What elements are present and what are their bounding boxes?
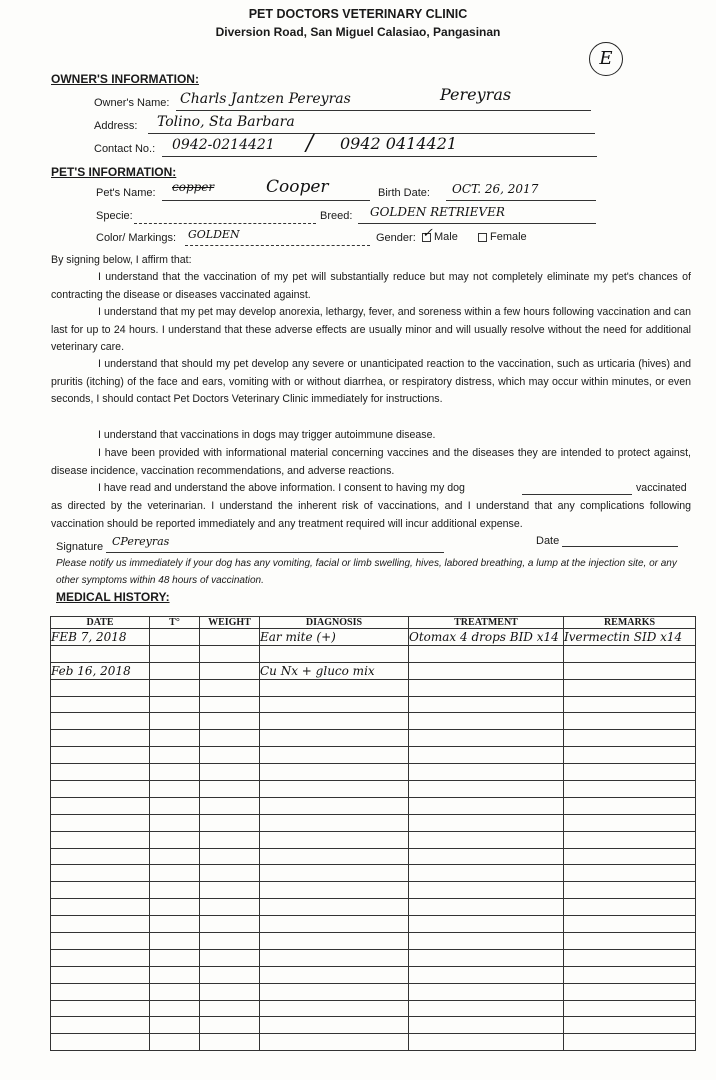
- cell-empty: [150, 882, 200, 899]
- cell-empty: [200, 916, 260, 933]
- table-row: [51, 848, 696, 865]
- cell-empty: [409, 781, 564, 798]
- cell-weight: [200, 662, 260, 679]
- cell-empty: [260, 696, 409, 713]
- column-header-weight: WEIGHT: [200, 617, 260, 629]
- cell-empty: [409, 797, 564, 814]
- table-row: [51, 831, 696, 848]
- cell-empty: [564, 1034, 696, 1051]
- cell-empty: [564, 1017, 696, 1034]
- cell-empty: [260, 831, 409, 848]
- cell-empty: [409, 865, 564, 882]
- consent-intro: By signing below, I affirm that:: [51, 254, 192, 266]
- cell-empty: [150, 848, 200, 865]
- cell-empty: [409, 764, 564, 781]
- cell-empty: [564, 983, 696, 1000]
- cell-empty: [150, 916, 200, 933]
- table-row: [51, 983, 696, 1000]
- contact-value-2: 0942 0414421: [340, 134, 458, 153]
- cell-empty: [200, 831, 260, 848]
- cell-empty: [200, 949, 260, 966]
- owner-section-heading: OWNER'S INFORMATION:: [51, 72, 199, 86]
- cell-empty: [260, 916, 409, 933]
- cell-empty: [150, 679, 200, 696]
- cell-empty: [51, 848, 150, 865]
- cell-temperature: [150, 662, 200, 679]
- cell-empty: [200, 1000, 260, 1017]
- contact-line: [162, 156, 597, 157]
- cell-empty: [409, 814, 564, 831]
- pet-name-line: [162, 200, 370, 201]
- birth-date-label: Birth Date:: [378, 187, 430, 199]
- cell-empty: [260, 797, 409, 814]
- table-row: [51, 696, 696, 713]
- cell-empty: [260, 933, 409, 950]
- date-line: [562, 546, 678, 547]
- cell-empty: [200, 899, 260, 916]
- breed-label: Breed:: [320, 210, 353, 222]
- cell-empty: [564, 882, 696, 899]
- cell-empty: [564, 713, 696, 730]
- cell-empty: [51, 781, 150, 798]
- cell-empty: [200, 679, 260, 696]
- cell-empty: [409, 831, 564, 848]
- column-header-treatment: TREATMENT: [409, 617, 564, 629]
- cell-empty: [150, 933, 200, 950]
- cell-empty: [564, 645, 696, 662]
- cell-empty: [260, 645, 409, 662]
- cell-empty: [150, 696, 200, 713]
- cell-empty: [51, 865, 150, 882]
- cell-empty: [51, 1034, 150, 1051]
- table-row: [51, 949, 696, 966]
- contact-label: Contact No.:: [94, 143, 156, 155]
- cell-empty: [51, 949, 150, 966]
- cell-empty: [150, 831, 200, 848]
- table-row: [51, 662, 696, 679]
- cell-empty: [51, 882, 150, 899]
- owner-name-note: Pereyras: [440, 85, 512, 104]
- cell-empty: [200, 865, 260, 882]
- cell-empty: [51, 1017, 150, 1034]
- cell-empty: [200, 814, 260, 831]
- female-checkbox: [478, 233, 487, 242]
- table-row: [51, 865, 696, 882]
- cell-empty: [260, 882, 409, 899]
- owner-name-value: Charls Jantzen Pereyras: [180, 91, 351, 107]
- specie-line: [134, 223, 316, 224]
- table-row: [51, 645, 696, 662]
- cell-empty: [200, 933, 260, 950]
- consent-paragraph-2: I understand that my pet may develop anorexia, lethargy, fever, and soreness within a few hours following vaccination and can last for up to 24 hours. I understand that these adverse effects are usually minor and will usually resolve without the need for additional veterinary care.: [51, 306, 691, 353]
- color-markings-line: [185, 245, 370, 246]
- specie-label: Specie:: [96, 210, 133, 222]
- contact-value: 0942-0214421: [172, 137, 275, 153]
- cell-empty: [200, 797, 260, 814]
- table-row: [51, 1017, 696, 1034]
- cell-empty: [260, 983, 409, 1000]
- dog-name-line: [522, 494, 632, 495]
- breed-line: [358, 223, 596, 224]
- column-header-temperature: T°: [150, 617, 200, 629]
- cell-empty: [564, 764, 696, 781]
- cell-empty: [260, 781, 409, 798]
- cell-empty: [51, 916, 150, 933]
- cell-empty: [51, 966, 150, 983]
- cell-empty: [150, 1017, 200, 1034]
- cell-empty: [564, 797, 696, 814]
- birth-date-line: [446, 200, 596, 201]
- cell-empty: [409, 1000, 564, 1017]
- table-row: [51, 713, 696, 730]
- cell-empty: [409, 899, 564, 916]
- cell-empty: [409, 645, 564, 662]
- cell-empty: [51, 747, 150, 764]
- table-row: [51, 629, 696, 646]
- cell-remarks: Ivermectin SID x14: [564, 629, 696, 646]
- table-row: [51, 764, 696, 781]
- cell-empty: [150, 713, 200, 730]
- female-label: Female: [490, 231, 527, 243]
- cell-empty: [409, 949, 564, 966]
- cell-empty: [51, 933, 150, 950]
- cell-empty: [200, 882, 260, 899]
- cell-empty: [150, 764, 200, 781]
- consent-paragraph-6b: vaccinated: [636, 482, 687, 494]
- gender-female-option: [478, 231, 527, 243]
- cell-empty: [150, 1000, 200, 1017]
- cell-empty: [564, 916, 696, 933]
- cell-empty: [150, 730, 200, 747]
- signature-label: Signature: [56, 541, 104, 553]
- cell-empty: [200, 1034, 260, 1051]
- cell-empty: [260, 814, 409, 831]
- cell-empty: [260, 679, 409, 696]
- table-row: [51, 679, 696, 696]
- pet-name-crossed: copper: [172, 180, 215, 194]
- cell-empty: [260, 764, 409, 781]
- cell-empty: [564, 781, 696, 798]
- address-value: Tolino, Sta Barbara: [157, 114, 295, 130]
- color-markings-value: GOLDEN: [188, 228, 240, 241]
- consent-paragraph-5: I have been provided with informational material concerning vaccines and the diseases they are intended to protect against, disease incidence, vaccination recommendations, and adverse reactions.: [51, 447, 691, 477]
- cell-empty: [150, 899, 200, 916]
- address-label: Address:: [94, 120, 138, 132]
- clinic-name: PET DOCTORS VETERINARY CLINIC: [248, 7, 468, 21]
- cell-empty: [260, 747, 409, 764]
- clinic-address: Diversion Road, San Miguel Calasiao, Pangasinan: [215, 25, 501, 39]
- cell-empty: [564, 679, 696, 696]
- cell-empty: [564, 747, 696, 764]
- cell-empty: [564, 865, 696, 882]
- birth-date-value: OCT. 26, 2017: [452, 182, 539, 196]
- male-checkbox: ✓: [422, 225, 433, 241]
- cell-empty: [260, 848, 409, 865]
- cell-empty: [409, 713, 564, 730]
- cell-empty: [260, 949, 409, 966]
- cell-empty: [200, 781, 260, 798]
- cell-empty: [150, 1034, 200, 1051]
- cell-empty: [409, 848, 564, 865]
- cell-empty: [150, 781, 200, 798]
- cell-empty: [564, 831, 696, 848]
- notify-notice: Please notify us immediately if your dog has any vomiting, facial or limb swelling, hives, labored breathing, a lump at the injection site, or any other symptoms within 48 hours of vaccination.: [56, 558, 677, 586]
- consent-paragraph-1: I understand that the vaccination of my pet will substantially reduce but may not completely eliminate my pet's chances of contracting the disease or diseases vaccinated against.: [51, 271, 691, 301]
- table-row: [51, 730, 696, 747]
- cell-empty: [409, 983, 564, 1000]
- cell-empty: [260, 713, 409, 730]
- cell-empty: [564, 966, 696, 983]
- cell-empty: [51, 764, 150, 781]
- cell-empty: [200, 713, 260, 730]
- cell-empty: [409, 966, 564, 983]
- column-header-diagnosis: DIAGNOSIS: [260, 617, 409, 629]
- cell-empty: [260, 1034, 409, 1051]
- date-label: Date: [536, 535, 560, 547]
- cell-empty: [564, 1000, 696, 1017]
- signature-value: CPereyras: [112, 535, 170, 548]
- cell-empty: [200, 730, 260, 747]
- cell-empty: [260, 865, 409, 882]
- gender-male-option: [422, 225, 458, 243]
- table-row: [51, 781, 696, 798]
- cell-empty: [564, 848, 696, 865]
- cell-empty: [200, 848, 260, 865]
- consent-paragraph-3: I understand that should my pet develop any severe or unanticipated reaction to the vaccination, such as urticaria (hives) and pruritis (itching) of the face and ears, vomiting with or without diarrhea, or respiratory distress, which may occur within minutes, or even seconds, I should contact Pet Doctors Veterinary Clinic immediately for instructions.: [51, 358, 691, 405]
- cell-empty: [260, 1000, 409, 1017]
- cell-empty: [150, 983, 200, 1000]
- cell-empty: [200, 645, 260, 662]
- cell-empty: [200, 1017, 260, 1034]
- cell-empty: [409, 747, 564, 764]
- cell-empty: [51, 814, 150, 831]
- cell-remarks: [564, 662, 696, 679]
- cell-weight: [200, 629, 260, 646]
- breed-value: GOLDEN RETRIEVER: [370, 205, 505, 219]
- cell-empty: [150, 797, 200, 814]
- table-row: [51, 882, 696, 899]
- cell-empty: [564, 814, 696, 831]
- cell-empty: [564, 899, 696, 916]
- cell-empty: [150, 747, 200, 764]
- table-row: [51, 933, 696, 950]
- cell-empty: [150, 949, 200, 966]
- cell-empty: [409, 1017, 564, 1034]
- cell-empty: [51, 730, 150, 747]
- cell-empty: [409, 679, 564, 696]
- form-code-circle: [589, 42, 623, 76]
- cell-empty: [200, 983, 260, 1000]
- cell-empty: [51, 831, 150, 848]
- cell-diagnosis: Ear mite (+): [260, 629, 409, 646]
- table-row: [51, 916, 696, 933]
- cell-date: FEB 7, 2018: [51, 629, 150, 646]
- consent-paragraph-4: I understand that vaccinations in dogs may trigger autoimmune disease.: [98, 429, 436, 441]
- table-row: [51, 899, 696, 916]
- cell-empty: [260, 730, 409, 747]
- pet-section-heading: PET'S INFORMATION:: [51, 165, 177, 179]
- cell-empty: [409, 933, 564, 950]
- cell-empty: [409, 882, 564, 899]
- medical-history-heading: MEDICAL HISTORY:: [56, 590, 170, 604]
- cell-empty: [260, 966, 409, 983]
- cell-treatment: [409, 662, 564, 679]
- cell-empty: [564, 933, 696, 950]
- pet-name-value: Cooper: [266, 177, 329, 197]
- cell-empty: [150, 814, 200, 831]
- consent-paragraph-6c: as directed by the veterinarian. I understand the inherent risk of vaccinations, and I understand that any complications following vaccination should be reported immediately and any treatment required will incur additional expense.: [51, 500, 691, 530]
- cell-date: Feb 16, 2018: [51, 662, 150, 679]
- signature-line: [106, 552, 444, 553]
- cell-empty: [51, 1000, 150, 1017]
- cell-empty: [51, 983, 150, 1000]
- cell-empty: [409, 1034, 564, 1051]
- cell-treatment: Otomax 4 drops BID x14: [409, 629, 564, 646]
- cell-empty: [409, 730, 564, 747]
- cell-empty: [200, 747, 260, 764]
- table-row: [51, 797, 696, 814]
- table-row: [51, 1000, 696, 1017]
- cell-empty: [260, 1017, 409, 1034]
- cell-empty: [564, 696, 696, 713]
- contact-separator: /: [306, 131, 314, 156]
- column-header-date: DATE: [51, 617, 150, 629]
- cell-empty: [409, 696, 564, 713]
- table-row: [51, 814, 696, 831]
- cell-empty: [51, 679, 150, 696]
- owner-name-label: Owner's Name:: [94, 97, 170, 109]
- male-label: Male: [434, 231, 458, 243]
- table-row: [51, 966, 696, 983]
- cell-empty: [564, 730, 696, 747]
- cell-empty: [409, 916, 564, 933]
- cell-empty: [150, 865, 200, 882]
- cell-empty: [150, 645, 200, 662]
- cell-empty: [260, 899, 409, 916]
- color-markings-label: Color/ Markings:: [96, 232, 177, 244]
- cell-empty: [564, 949, 696, 966]
- cell-empty: [51, 713, 150, 730]
- column-header-remarks: REMARKS: [564, 617, 696, 629]
- gender-label: Gender:: [376, 232, 416, 244]
- cell-diagnosis: Cu Nx + gluco mix: [260, 662, 409, 679]
- cell-temperature: [150, 629, 200, 646]
- table-row: [51, 1034, 696, 1051]
- form-code: E: [599, 48, 613, 69]
- cell-empty: [200, 764, 260, 781]
- consent-paragraph-6a: I have read and understand the above information. I consent to having my dog: [98, 482, 465, 494]
- pet-name-label: Pet's Name:: [96, 187, 156, 199]
- cell-empty: [51, 899, 150, 916]
- cell-empty: [200, 966, 260, 983]
- medical-history-table: [50, 616, 696, 1051]
- cell-empty: [51, 696, 150, 713]
- cell-empty: [51, 645, 150, 662]
- owner-name-line: [176, 110, 591, 111]
- cell-empty: [150, 966, 200, 983]
- table-header-row: [51, 617, 696, 629]
- cell-empty: [51, 797, 150, 814]
- cell-empty: [200, 696, 260, 713]
- table-row: [51, 747, 696, 764]
